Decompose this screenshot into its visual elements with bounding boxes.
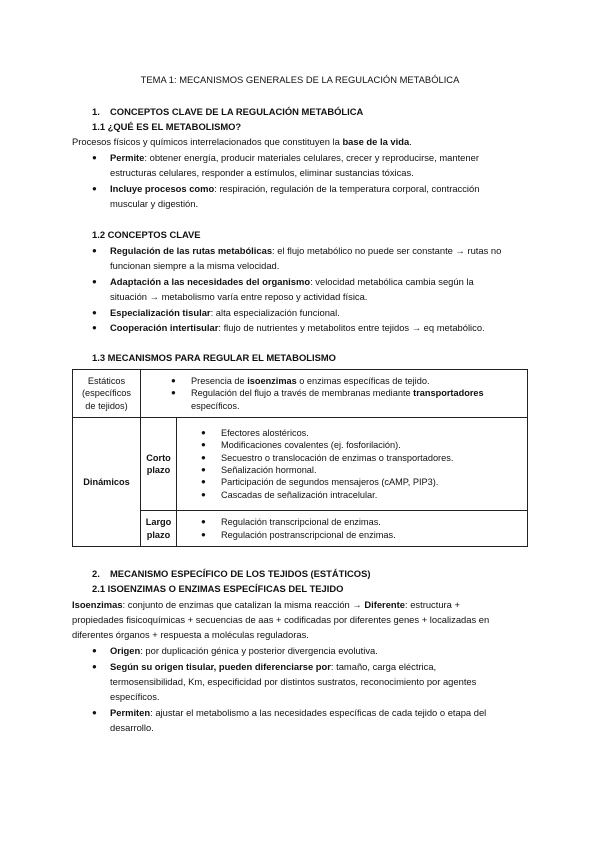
estaticos-label-cell: Estáticos (específicos de tejidos) [73, 370, 141, 418]
list-item: ● Efectores alostéricos. [201, 427, 309, 438]
list-item: ● Regulación del flujo a través de membranas mediante transportadores específicos. [171, 388, 484, 411]
subsection-1-1-heading: 1.1 ¿QUÉ ES EL METABOLISMO? [92, 121, 242, 132]
table-row-estaticos [73, 370, 528, 418]
metabolism-definition: Procesos físicos y químicos interrelacionados que constituyen la base de la vida. [72, 136, 412, 147]
largo-plazo-label-cell: Largo plazo [141, 511, 177, 547]
bullet-icon: ● [92, 708, 97, 717]
list-item: ● Regulación transcripcional de enzimas. [201, 517, 381, 528]
concept-1-line-1: Regulación de las rutas metabólicas: el flujo metabólico no puede ser constante → rutas no [110, 245, 502, 256]
list-item: ● Modificaciones covalentes (ej. fosforilación). [201, 440, 401, 451]
corto-plazo-label-cell: Corto plazo [141, 418, 177, 511]
bullet-icon: ● [92, 153, 97, 162]
bullet-icon: ● [92, 323, 97, 332]
bullet-icon: ● [201, 489, 206, 499]
bullet-icon: ● [201, 517, 206, 527]
section-2-number: 2. [92, 568, 100, 579]
corto-plazo-content-cell [177, 418, 528, 511]
origen-tisular-line-2: termosensibilidad, Km, especificidad por distintos sustratos, reconocimiento por agentes [110, 676, 477, 687]
bullet-icon: ● [201, 452, 206, 462]
list-item: ● Cascadas de señalización intracelular. [201, 489, 378, 500]
bullet-icon: ● [171, 388, 176, 398]
concept-1-line-2: funcionan siempre a la misma velocidad. [110, 260, 280, 271]
largo-plazo-list [193, 516, 527, 541]
permite-line-1: Permite: obtener energía, producir materiales celulares, crecer y reproducirse, mantener [110, 152, 479, 163]
table-row-dinamicos-corto [73, 418, 528, 511]
origen-tisular-line-3: específicos. [110, 691, 160, 702]
list-item: ● Señalización hormonal. [201, 465, 317, 475]
list-item: ● Participación de segundos mensajeros (cAMP, PIP3). [201, 477, 439, 488]
list-item: ● Secuestro o translocación de enzimas o transportadores. [201, 452, 454, 463]
incluye-line-2: muscular y digestión. [110, 198, 199, 209]
bullet-icon: ● [92, 662, 97, 671]
estaticos-list [163, 375, 527, 412]
bullet-icon: ● [92, 308, 97, 317]
dinamicos-label-cell: Dinámicos [73, 418, 141, 547]
bullet-icon: ● [201, 427, 206, 437]
bullet-icon: ● [92, 646, 97, 655]
largo-plazo-content-cell [177, 511, 528, 547]
bullet-icon: ● [201, 465, 206, 474]
concept-3-line-1: Especialización tisular: alta especialización funcional. [110, 307, 340, 318]
concept-2-line-1: Adaptación a las necesidades del organismo: velocidad metabólica cambia según la [110, 276, 474, 287]
section-1-number: 1. [92, 106, 100, 117]
permiten-line-2: desarrollo. [110, 722, 154, 733]
bullet-icon: ● [92, 184, 97, 193]
subsection-1-2-heading: 1.2 CONCEPTOS CLAVE [92, 229, 201, 240]
origen-line-1: Origen: por duplicación génica y posterior divergencia evolutiva. [110, 645, 378, 656]
permiten-line-1: Permiten: ajustar el metabolismo a las necesidades específicas de cada tejido o etapa del [110, 707, 487, 718]
bullet-icon: ● [201, 529, 206, 539]
isoenzimas-line-2: propiedades fisicoquímicas + secuencias de aas + codificadas por diferentes genes + localizadas en [72, 614, 490, 625]
mechanisms-table [72, 369, 528, 547]
document-title: TEMA 1: MECANISMOS GENERALES DE LA REGULACIÓN METABÓLICA [140, 74, 460, 85]
list-item: ● Presencia de isoenzimas o enzimas específicas de tejido. [171, 375, 430, 386]
table-row-dinamicos-largo [73, 511, 528, 547]
list-item: ● Regulación postranscripcional de enzimas. [201, 529, 396, 540]
subsection-2-1-heading: 2.1 ISOENZIMAS O ENZIMAS ESPECÍFICAS DEL TEJIDO [92, 583, 344, 594]
isoenzimas-line-1: Isoenzimas: conjunto de enzimas que catalizan la misma reacción → Diferente: estructura + [72, 599, 460, 610]
estaticos-content-cell [141, 370, 528, 418]
bullet-icon: ● [171, 375, 176, 385]
subsection-1-3-heading: 1.3 MECANISMOS PARA REGULAR EL METABOLISMO [92, 352, 336, 363]
section-2-heading: MECANISMO ESPECÍFICO DE LOS TEJIDOS (ESTÁTICOS) [110, 568, 371, 579]
isoenzimas-line-3: diferentes órganos + respuesta a moléculas reguladoras. [72, 629, 309, 640]
bullet-icon: ● [201, 477, 206, 487]
bullet-icon: ● [201, 440, 206, 450]
incluye-line-1: Incluye procesos como: respiración, regulación de la temperatura corporal, contracción [110, 183, 480, 194]
permite-line-2: estructuras celulares, responder a estímulos, eliminar sustancias tóxicas. [110, 167, 414, 178]
corto-plazo-list [193, 427, 527, 501]
bullet-icon: ● [92, 246, 97, 255]
origen-tisular-line-1: Según su origen tisular, pueden diferenciarse por: tamaño, carga eléctrica, [110, 661, 437, 672]
concept-2-line-2: situación → metabolismo varía entre reposo y actividad física. [110, 291, 368, 302]
bullet-icon: ● [92, 277, 97, 286]
section-1-heading: CONCEPTOS CLAVE DE LA REGULACIÓN METABÓLICA [110, 106, 364, 117]
concept-4-line-1: Cooperación intertisular: flujo de nutrientes y metabolitos entre tejidos → eq metabólico. [110, 322, 485, 333]
